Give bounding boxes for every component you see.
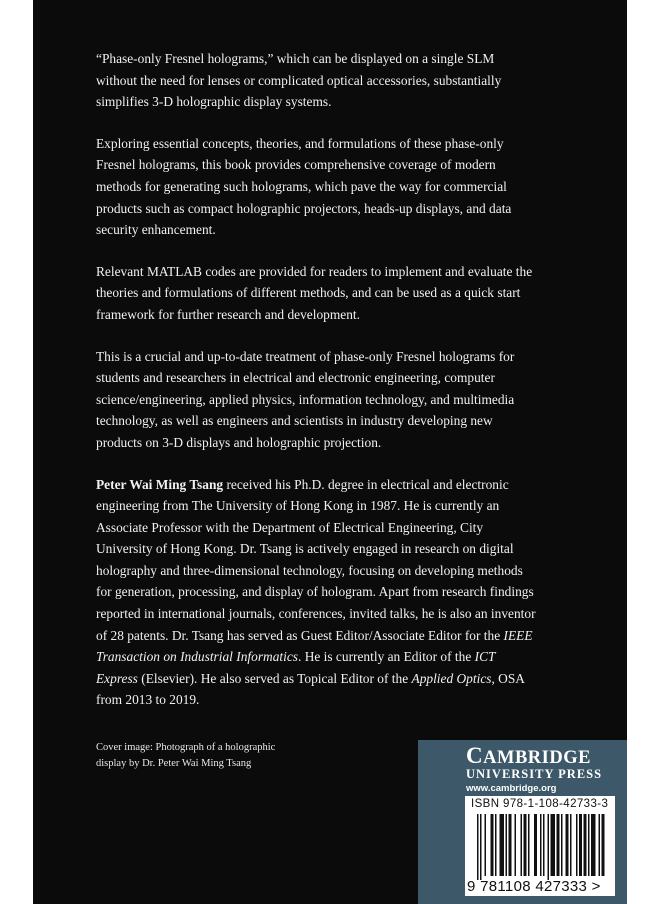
barcode-bar: [500, 814, 505, 876]
barcode: [465, 796, 615, 896]
cover-image-caption: [96, 740, 316, 771]
barcode-bar: [570, 814, 572, 876]
barcode-bar: [591, 814, 596, 876]
barcode-bar: [524, 814, 527, 876]
blurb-text: [96, 48, 536, 731]
author-bio: [96, 474, 536, 712]
publisher-press: UNIVERSITY PRESS: [466, 767, 603, 781]
journal-applied-optics: Applied Optics: [411, 670, 492, 686]
barcode-bar: [477, 814, 479, 880]
barcode-bar: [584, 814, 587, 876]
barcode-bar: [561, 814, 563, 876]
isbn-label: ISBN 978-1-108-42733-3: [471, 798, 609, 810]
blurb-paragraph-2: Exploring essential concepts, theories, and formulations of these phase-only Fresnel holograms, this book provides comprehensive coverage of modern methods for generating such holograms, which pave the way for commercial products such as compact holographic projectors, heads-up displays, and data security enhancement.: [96, 135, 512, 238]
journal-ict-express: ICT Express: [96, 649, 496, 686]
caption-line-1: Cover image: Photograph of a holographic: [96, 742, 276, 753]
barcode-bar: [521, 814, 523, 876]
journal-ieee: IEEE Transaction on Industrial Informatics: [96, 627, 533, 665]
barcode-bar: [495, 814, 497, 876]
barcode-bar: [551, 814, 556, 876]
barcode-bar: [480, 814, 482, 880]
bio-text-1: received his Ph.D. degree in electrical and electronic engineering from The University of Hong Kong in 1987. He is currently an Associate Professor with the Department of Electrical Engineering, City University of Hong Kong. Dr. Tsang is actively engaged in research on digital holography and three-dimensional technology, focusing on developing methods for generation, processing, and display of hologram. Apart from research findings reported in international journals, conferences, invited talks, he is also an inventor of 28 patents. Dr. Tsang has served as Guest Editor/Associate Editor for the: [96, 476, 536, 643]
barcode-bar: [528, 814, 530, 876]
publisher-panel: [418, 740, 627, 904]
barcode-bar: [579, 814, 582, 876]
blurb-paragraph-3: Relevant MATLAB codes are provided for readers to implement and evaluate the theories and formulations of different methods, and can be used as a quick start framework for further research and development.: [96, 263, 533, 322]
caption-line-2: display by Dr. Peter Wai Ming Tsang: [96, 757, 252, 769]
barcode-bar: [599, 814, 601, 876]
bio-text-3: (Elsevier). He also served as Topical Editor of the: [137, 670, 412, 686]
publisher-name-rest: AMBRIDGE: [483, 748, 591, 768]
barcode-bar: [602, 814, 605, 876]
barcode-bar: [548, 814, 550, 880]
blurb-paragraph-4: This is a crucial and up-to-date treatment of phase-only Fresnel holograms for students and researchers in electrical and electronic engineering, computer science/engineering, applied physics, information technology, and multimedia technology, as well as engineers and scientists in industry developing new products on 3-D displays and holographic projection.: [96, 348, 515, 450]
barcode-bar: [566, 814, 569, 876]
publisher-name: [466, 743, 591, 768]
barcode-bar: [576, 814, 578, 876]
barcode-bar: [509, 814, 512, 876]
barcode-bar: [515, 814, 517, 876]
barcode-bar: [557, 814, 560, 876]
barcode-bar: [540, 814, 542, 876]
barcode-bar: [491, 814, 494, 876]
bio-text-2: . He is currently an Editor of the: [298, 649, 475, 665]
bio-text-4: , OSA from 2013 to 2019.: [96, 670, 525, 708]
barcode-bar: [506, 814, 508, 876]
barcode-digits: 9 781108 427333 >: [467, 878, 601, 895]
barcode-bar: [588, 814, 590, 876]
publisher-url: www.cambridge.org: [466, 783, 557, 794]
publisher-name-initial: C: [466, 743, 484, 768]
barcode-bar: [534, 814, 537, 876]
blurb-paragraph-1: “Phase-only Fresnel holograms,” which can be displayed on a single SLM without the need for lenses or complicated optical accessories, substantially simplifies 3-D holographic display systems.: [96, 51, 502, 110]
barcode-bar: [485, 814, 487, 876]
barcode-bar: [543, 814, 545, 876]
author-name: Peter Wai Ming Tsang: [96, 476, 224, 492]
